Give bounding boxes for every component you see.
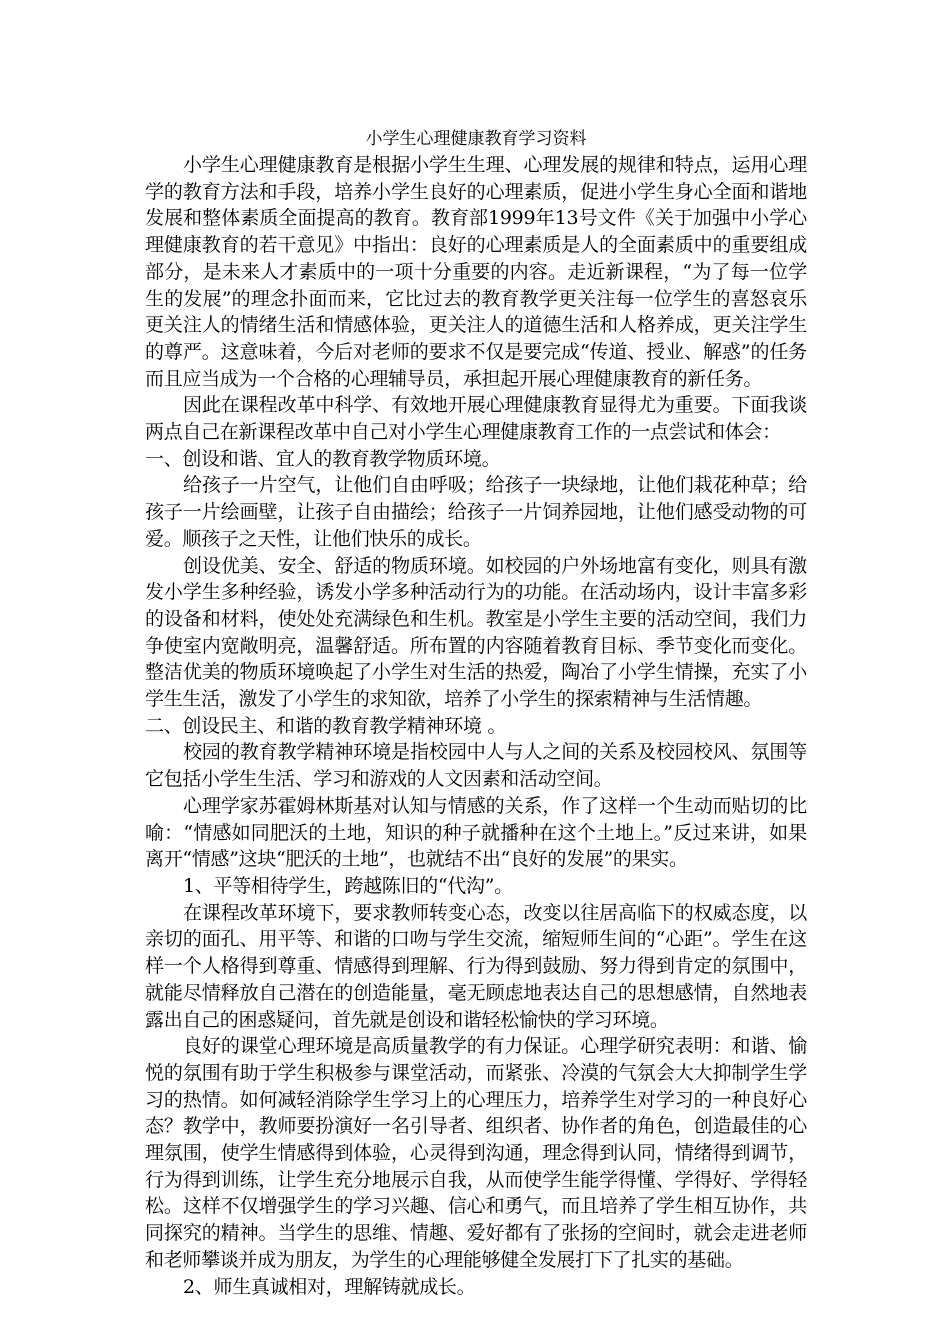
paragraph-give-children: 给孩子一片空气，让他们自由呼吸；给孩子一块绿地，让他们栽花种草；给孩子一片绘画壁，让孩子自由描绘；给孩子一片饲养园地，让他们感受动物的可爱。顺孩子之天性，让他们快乐的成长。 [145,474,807,550]
paragraph-spiritual-environment: 校园的教育教学精神环境是指校园中人与人之间的关系及校园校风、氛围等它包括小学生生活、学习和游戏的人文因素和活动空间。 [145,741,807,791]
paragraph-psychologist-quote: 心理学家苏霍姆林斯基对认知与情感的关系，作了这样一个生动而贴切的比喻：“情感如同肥沃的土地，知识的种子就播种在这个土地上。”反过来讲，如果离开“情感”这块“肥沃的土地”，也就结不出“良好的发展”的果实。 [145,794,807,871]
paragraph-importance: 因此在课程改革中科学、有效地开展心理健康教育显得尤为重要。下面我谈两点自己在新课程改革中自己对小学生心理健康教育工作的一点尝试和体会： [145,394,807,444]
paragraph-physical-environment: 创设优美、安全、舒适的物质环境。如校园的户外场地富有变化，则具有激发小学生多种经验，诱发小学多种活动行为的功能。在活动场内，设计丰富多彩的设备和材料，使处处充满绿色和生机。教室是小学生主要的活动空间，我们力争使室内宽敞明亮，温馨舒适。所布置的内容随着教育目标、季节变化而变化。整洁优美的物质环境唤起了小学生对生活的热爱，陶冶了小学生情操，充实了小学生生活，激发了小学生的求知欲，培养了小学生的探索精神与生活情趣。 [145,554,807,711]
subheading-2: 2、师生真诚相对，理解铸就成长。 [183,1275,476,1298]
paragraph-curriculum-reform: 在课程改革环境下，要求教师转变心态，改变以往居高临下的权威态度，以亲切的面孔、用平等、和谐的口吻与学生交流，缩短师生间的“心距”。学生在这样一个人格得到尊重、情感得到理解、行为得到鼓励、努力得到肯定的氛围中，就能尽情释放自己潜在的创造能量，毫无顾虑地表达自己的思想感情，自然地表露出自己的困惑疑问，首先就是创设和谐轻松愉快的学习环境。 [145,901,807,1031]
paragraph-classroom-environment: 良好的课堂心理环境是高质量教学的有力保证。心理学研究表明：和谐、愉悦的氛围有助于学生积极参与课堂活动，而紧张、冷漠的气氛会大大抑制学生学习的热情。如何减轻消除学生学习上的心理压力，培养学生对学习的一种良好心态？教学中，教师要扮演好一名引导者、组织者、协作者的角色，创造最佳的心理氛围，使学生情感得到体验，心灵得到沟通，理念得到认同，情绪得到调节，行为得到训练，让学生充分地展示自我，从而使学生能学得懂、学得好、学得轻松。这样不仅增强学生的学习兴趣、信心和勇气，而且培养了学生相互协作，共同探究的精神。当学生的思维、情趣、爱好都有了张扬的空间时，就会走进老师和老师攀谈并成为朋友，为学生的心理能够健全发展打下了扎实的基础。 [145,1035,807,1271]
document-title: 小学生心理健康教育学习资料 [365,129,587,149]
paragraph-intro: 小学生心理健康教育是根据小学生生理、心理发展的规律和特点，运用心理学的教育方法和手段，培养小学生良好的心理素质，促进小学生身心全面和谐地发展和整体素质全面提高的教育。教育部1999年13号文件《关于加强中小学心理健康教育的若干意见》中指出：良好的心理素质是人的全面素质中的重要组成部分，是未来人才素质中的一项十分重要的内容。走近新课程，“为了每一位学生的发展”的理念扑面而来，它比过去的教育教学更关注每一位学生的喜怒哀乐更关注人的情绪生活和情感体验，更关注人的道德生活和人格养成，更关注学生的尊严。这意味着，今后对老师的要求不仅是要完成“传道、授业、解惑”的任务而且应当成为一个合格的心理辅导员，承担起开展心理健康教育的新任务。 [145,154,807,390]
document-body [145,126,807,1300]
section-heading-1: 一、创设和谐、宜人的教育教学物质环境。 [145,447,501,470]
section-heading-2: 二、创设民主、和谐的教育教学精神环境 。 [145,714,507,737]
subheading-1: 1、平等相待学生，跨越陈旧的“代沟”。 [183,874,513,897]
